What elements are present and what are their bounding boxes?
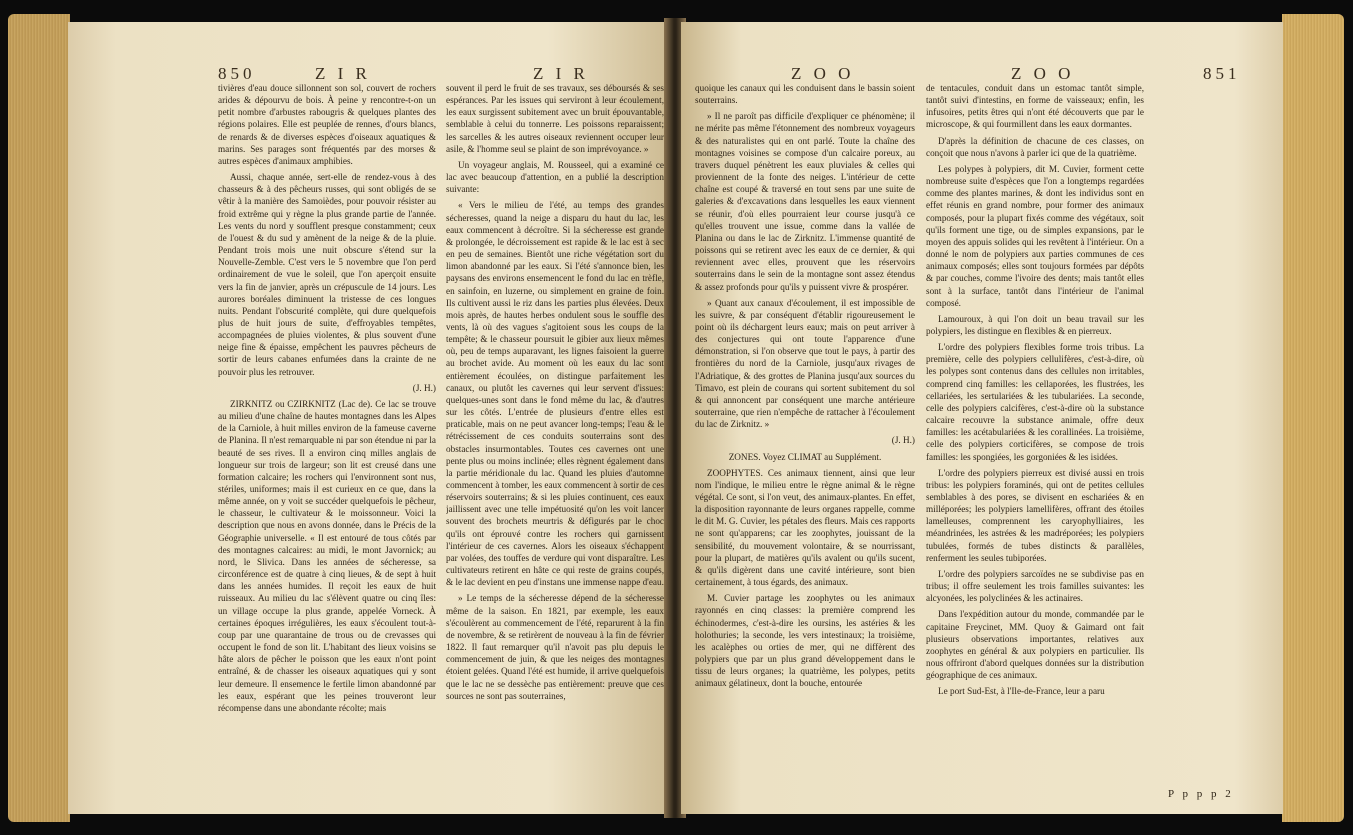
running-head-right-1: Z O O	[791, 64, 855, 83]
left-column-1	[218, 82, 436, 802]
author-initials: (J. H.)	[891, 435, 915, 446]
paragraph: L'ordre des polypiers pierreux est divisé aussi en trois tribus: les polypiers foraminés, qui ont de petites cellules semblables à des pores, se divisent en eschariées & en milléporées; les polypiers lamellifères, offrant des étoiles lamelleuses, comprennent les caryophylliaires, les méandrinées, les astrées & les madréporées; les polypiers tubulées, formés de tubes distincts & parallèles, renferment les seules tubiporées.	[926, 467, 1144, 563]
paragraph: tivières d'eau douce sillonnent son sol, couvert de rochers arides & dépourvu de bois. À peine y rencontre-t-on un petit nombre d'arbustes rabougris & quelques plantes des régions polaires. Elle est peuplée de rennes, d'ours blancs, de renards & de diverses espèces d'oiseaux aquatiques & marins. Ses parages sont fréquentés par des morses & autres espèces d'animaux amphibies.	[218, 83, 436, 166]
paragraph: Un voyageur anglais, M. Rousseel, qui a examiné ce lac avec beaucoup d'attention, en a publié la description suivante:	[446, 159, 664, 195]
running-head-right-2: Z O O	[1011, 64, 1075, 83]
paragraph: quoique les canaux qui les conduisent dans le bassin soient souterrains.	[695, 83, 915, 106]
right-column-2	[926, 82, 1144, 802]
paragraph: souvent il perd le fruit de ses travaux, ses déboursés & ses espérances. Par les issues qui serviront à leur écoulement, les eaux surgissent subitement avec un bruit épouvantable, semblable à celui du tonnerre. Les poissons reparaissent; les sarcelles & les autres oiseaux reviennent occuper leur asile, & l'homme seul se plaint de son imprévoyance. »	[446, 83, 664, 154]
page-edges-right	[1282, 14, 1344, 822]
paragraph: D'après la définition de chacune de ces classes, on conçoit que nous n'avons à parler ici que de la quatrième.	[926, 135, 1144, 158]
paragraph: Les polypes à polypiers, dit M. Cuvier, forment cette nombreuse suite d'espèces que l'on a longtemps regardées comme des plantes marines, & dont les individus sont en effet réunis en grand nombre, pour former des animaux composés, pour la plupart fixés comme des végétaux, soit qu'ils forment une tige, ou de simples expansions, par le moyen des appuis solides qui les revêtent à l'intérieur. On a donné le nom de polypiers aux parties communes de ces animaux composés; elles sont toujours formées par dépôts & par couches, comme l'ivoire des dents; mais tantôt elles sont à la surface, tantôt dans l'intérieur de l'animal composé.	[926, 163, 1144, 308]
paragraph: ZOOPHYTES. Ces animaux tiennent, ainsi que leur nom l'indique, le milieu entre le règne animal & le règne végétal. Ce sont, si l'on veut, des animaux-plantes. En effet, la disposition rayonnante de leurs organes rappelle, comme le dit M. G. Cuvier, les pétales des fleurs. Mais ces rapports ne sont qu'apparens; car les zoophytes, jouissant de la sensibilité, du mouvement volontaire, & se nourrissant, pour la plupart, de matières qu'ils avalent ou qu'ils sucent, & qu'ils digèrent dans une cavité intérieure, sont bien certainement, à tous égards, des animaux.	[695, 467, 915, 588]
paragraph: L'ordre des polypiers sarcoïdes ne se subdivise pas en tribus; il offre seulement les trois familles suivantes: les alcyonées, les polyclinées & les actinaires.	[926, 568, 1144, 604]
paragraph: Dans l'expédition autour du monde, commandée par le capitaine Freycinet, MM. Quoy & Gaimard ont fait plusieurs observations importantes, relatives aux zoophytes en général & aux polypiers en particulier. Ils nous offriront d'abord quelques données sur la distribution géographique de ces animaux.	[926, 609, 1144, 681]
paragraph: » Il ne paroît pas difficile d'expliquer ce phénomène; il ne mérite pas même l'étonnement des nombreux voyageurs & des naturalistes qui en ont parlé. Toute la chaîne des montagnes voisines se compose d'un calcaire poreux, au travers duquel pénètrent les eaux pluviales & celles qui proviennent de la fonte des neiges. L'intérieur de cette chaîne est coupé & traversé en tout sens par une suite de galeries & d'excavations dans lesquelles les eaux viennent se réunir, d'où elles pourraient leur course jusqu'à ce qu'elles trouvent une issue, comme dans la vallée de Planina ou dans le lac de Zirknitz. L'immense quantité de poissons qui se retirent avec les eaux de ce dernier, & qui reviennent avec elles, prouvent que les réservoirs souterrains dans le sein de la montagne sont assez étendus & assez profonds pour qu'ils y puissent vivre & prospérer.	[695, 111, 915, 292]
paragraph: » Quant aux canaux d'écoulement, il est impossible de les suivre, & par conséquent d'établir rigoureusement le point où ils déchargent leurs eaux; mais on peut arriver à des conjectures qui ont toute l'apparence d'une démonstration, si l'on observe que tout le pays, à partir des frontières du nord de la Carniole, jusqu'aux rivages de l'Adriatique, & des grottes de Planina jusqu'aux sources du Timavo, est plein de courans qui sortent subitement du sol & qui annoncent par conséquent une marche antérieure souterraine, que rien n'empêche de rattacher à l'écoulement du lac de Zirknitz. »	[695, 297, 915, 430]
entry-zones: ZONES. Voyez CLIMAT au Supplément.	[728, 451, 882, 462]
paragraph: L'ordre des polypiers flexibles forme trois tribus. La première, celle des polypiers cellulifères, c'est-à-dire, où les polypes sont contenus dans des cellules non irritables, comprend cinq familles: les cellaporées, les flustrées, les cellariées, les sertulariées & les tubulariées. La seconde, celle des polypiers calcifères, c'est-à-dire où la substance calcaire recouvre la substance animale, offre deux familles: les acétabulariées & les corallinées. La troisième, celle des polypiers corticifères, se compose de trois familles: les spongiées, les gorgoniées & les isidées.	[926, 342, 1144, 462]
paragraph: M. Cuvier partage les zoophytes ou les animaux rayonnés en cinq classes: la première comprend les échinodermes, c'est-à-dire les oursins, les astéries & les holothuries; la seconde, les vers intestinaux; la troisième, les acalèphes ou orties de mer, qui ne diffèrent des polypiers que par un plus grand développement dans le tissu de leurs organes; la quatrième, les polypes, petits animaux gélatineux, dont la bouche, entourée	[695, 593, 915, 689]
right-page	[681, 22, 1283, 814]
running-head-left-2: Z I R	[533, 64, 589, 83]
page-edges-left	[8, 14, 70, 822]
page-number-left: 850	[218, 64, 256, 83]
running-head-left-1: Z I R	[315, 64, 371, 83]
page-number-right: 851	[1203, 64, 1241, 83]
paragraph: ZIRKNITZ ou CZIRKNITZ (Lac de). Ce lac se trouve au milieu d'une chaîne de hautes montagnes dans les Alpes de la Carniole, à huit milles environ de la fameuse caverne de Planina. Il n'est remarquable ni par son étendue ni par la beauté de ses rives. Il a environ cinq milles anglais de longueur sur trois de largeur; son lit est creusé dans une formation calcaire; les rochers qui l'environnent sont nus, stériles, uniformes; mais il est curieux en ce que, dans la même année, on y voit se succéder quelquefois le pêcheur, le chasseur, le cultivateur & le moissonneur. Voici la description que nous en avons donnée, dans le Précis de la Géographie universelle. « Il est entouré de tous côtés par des montagnes calcaires: au midi, le mont Javornick; au nord, le Slivica. Dans les années de sécheresse, sa circonférence est de quatre à cinq lieues, & de sept à huit dans les années humides. Il reçoit les eaux de huit ruisseaux. Au milieu du lac s'élèvent quatre ou cinq îles: un village occupe la plus grande, appelée Vorneck. À certaines époques irrégulières, les eaux s'écoulent tout-à-coup par une quarantaine de trous ou de crevasses qui occupent le fond de son lit. L'habitant des lieux voisins se hâte alors de pêcher le poisson que les eaux n'ont point entraîné, & de chasser les oiseaux aquatiques qui y sont leur demeure. Il ensemence le fertile limon abandonné par les eaux, espérant que les peines trouveront leur récompense dans une abondante récolte; mais	[218, 398, 436, 713]
left-page	[68, 22, 668, 814]
printer-signature: P p p p 2	[1168, 788, 1234, 800]
paragraph: Le port Sud-Est, à l'Ile-de-France, leur a paru	[938, 686, 1105, 697]
paragraph: Aussi, chaque année, sert-elle de rendez-vous à des chasseurs & à des pêcheurs russes, qui sont obligés de se vêtir à la manière des Samoièdes, pour pouvoir résister au froid extrême qui y règne la plus grande partie de l'année. Les vents du nord y soufflent presque constamment; ceux de l'ouest & du sud y amènent de la neige & de la pluie. Pendant trois mois une nuit obscure s'étend sur la Nouvelle-Zemble. C'est vers le 5 novembre que l'on perd ordinairement de vue le soleil, que l'on aperçoit ensuite vers la fin de janvier, après un crépuscule de 14 jours. Les aurores boréales diminuent la tristesse de ces longues nuits. Pendant l'obscurité complète, qui dure quelquefois plus de huit jours de suite, d'effroyables tempêtes, accompagnées de pluies violentes, & plus souvent d'une neige fine & épaisse, empêchent les pauvres pêcheurs de sortir de leurs cabanes enfumées dans la crainte de ne pouvoir plus les retrouver.	[218, 172, 436, 377]
left-column-2	[446, 82, 664, 802]
right-column-1	[695, 82, 915, 802]
author-initials: (J. H.)	[412, 382, 436, 393]
paragraph: « Vers le milieu de l'été, au temps des grandes sécheresses, quand la neige a disparu du haut du lac, les eaux commencent à décroître. Si la sécheresse est grande & prolongée, le décroissement est rapide & le lac est à sec en peu de semaines. Bientôt une riche végétation sort du limon abandonné par les eaux. Si l'été s'annonce bien, les paysans des environs ensemencent le fond du lac en trèfle, en sainfoin, en luzerne, ou simplement en graine de foin. Ils cultivent aussi le riz dans les parties plus élevées. Deux mois après, de hautes herbes ondulent sous le souffle des vents, là où des vagues s'agitoient sous les coups de la tempête; & le chasseur poursuit le gibier aux lieux mêmes où, peu de temps auparavant, les lignes faisoient la guerre au brochet avide. Au moment où les eaux du lac sont entièrement écoulées, on distingue parfaitement les canaux, ou plutôt les cavernes qui leur servent d'issues: quelques-unes sont dans le fond même du lac, & d'autres sur les côtés. L'entrée de plusieurs d'entre elles est praticable, mais on ne peut avancer long-temps; l'eau & le rétrécissement de ces conduits souterrains sont des obstacles insurmontables. Toutes ces cavernes ont une pente plus ou moins inclinée; elles règnent également dans la partie méridionale du lac. Quand les pluies d'automne commencent à tomber, les eaux commencent à sortir de ces réservoirs souterrains; & si les pluies continuent, ces eaux jaillissent avec une telle impétuosité qu'on les voit lancer souvent des brochets meurtris & défigurés par le choc qu'ils ont éprouvé contre les rochers qui garnissent l'intérieur de ces cavernes. Alors les oiseaux s'échappent par volées, des touffes de verdure qui vont disparaître. Les cultivateurs retirent en hâte ce qui reste de grains coupés, & le lac devient en peu d'instans une immense nappe d'eau.	[446, 200, 664, 588]
paragraph: Lamouroux, à qui l'on doit un beau travail sur les polypiers, les distingue en flexibles & en pierreux.	[926, 313, 1144, 336]
paragraph: de tentacules, conduit dans un estomac tantôt simple, tantôt suivi d'intestins, en forme de vaisseaux; enfin, les infusoires, petits êtres qui n'ont été découverts que par le microscope, & qui fourmillent dans les eaux dormantes.	[926, 83, 1144, 130]
paragraph: » Le temps de la sécheresse dépend de la sécheresse même de la saison. En 1821, par exemple, les eaux s'écoulèrent au commencement de l'été, reparurent à la fin de novembre, & se retirèrent de nouveau à la fin de février 1822. Il faut remarquer qu'il n'avoit pas plu depuis le commencement de juin, & que les neiges des montagnes étoient gelées. Quand l'été est humide, il arrive quelquefois que le lac ne se dessèche pas entièrement: preuve que ces sources ne sont pas souterraines,	[446, 593, 664, 701]
